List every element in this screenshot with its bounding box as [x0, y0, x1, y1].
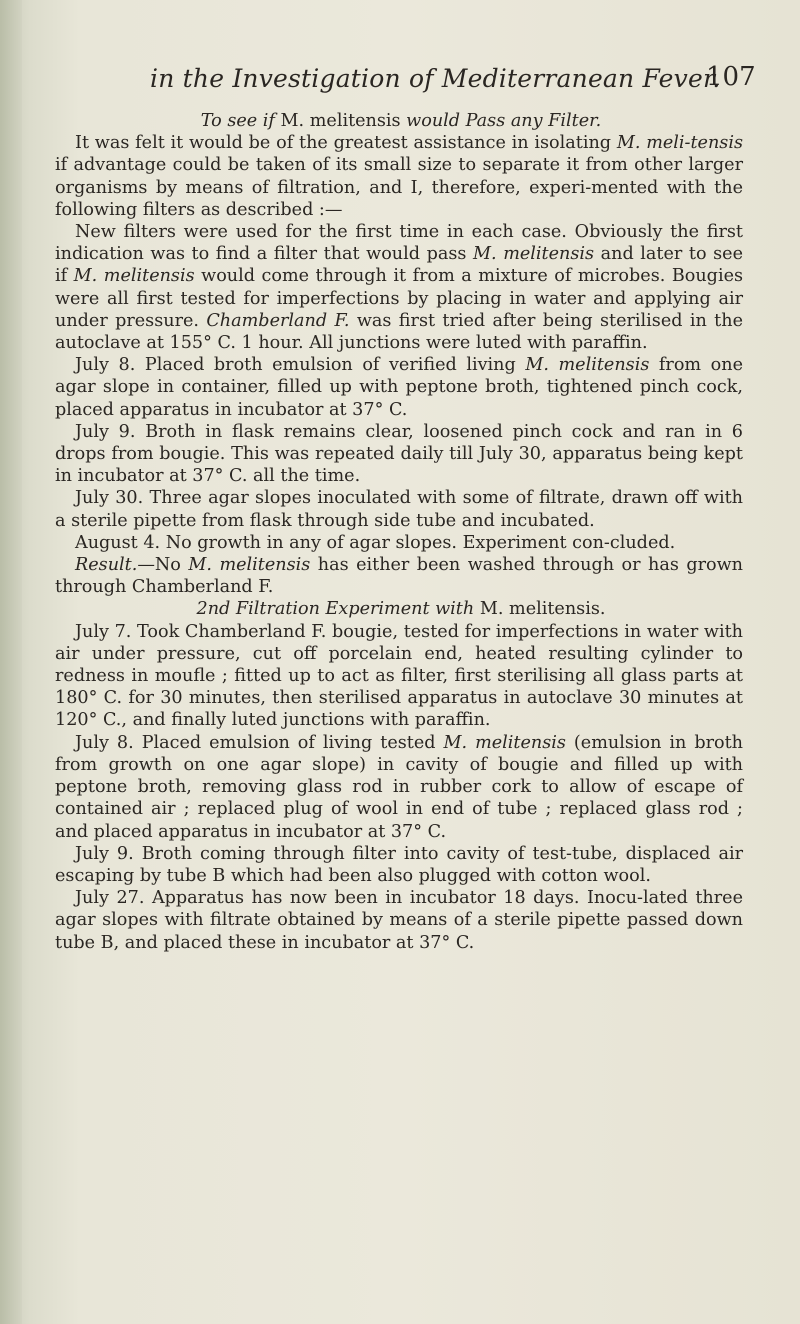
paragraph: July 30. Three agar slopes inoculated with some of filtrate, drawn off with a sterile pipette from flask through side tube and incubated. — [55, 488, 743, 531]
paragraph: July 8. Placed broth emulsion of verified living M. melitensis from one agar slope in container, filled up with peptone broth, tightened pinch cock, placed apparatus in incubator at 37° C. — [55, 355, 743, 420]
paragraph: July 9. Broth in flask remains clear, loosened pinch cock and ran in 6 drops from bougie. This was repeated daily till July 30, apparatus being kept in incubator at 37° C. all the time. — [55, 421, 743, 487]
body-text — [55, 110, 743, 954]
paragraph: New filters were used for the first time in each case. Obviously the first indication was to find a filter that would pass M. melitensis and later to see if M. melitensis would come through it from a mixture of microbes. Bougies were all first tested for imperfections by placing in water and applying air under pressure. Chamberland F. was first tried after being sterilised in the autoclave at 155° C. 1 hour. All junctions were luted with paraffin. — [55, 222, 744, 354]
section-heading-1: To see if M. melitensis would Pass any Filter. — [200, 111, 602, 131]
paragraph: It was felt it would be of the greatest assistance in isolating M. meli-tensis if advantage could be taken of its small size to separate it from other larger organisms by means of filtration, and I, therefore, experi-mented with the following filters as described :— — [55, 133, 743, 220]
paragraph: July 8. Placed emulsion of living tested M. melitensis (emulsion in broth from growth on one agar slope) in cavity of bougie and filled up with peptone broth, removing glass rod in rubber cork to allow of escape of contained air ; replaced plug of wool in end of tube ; replaced glass rod ; and placed apparatus in incubator at 37° C. — [55, 732, 743, 842]
section-heading-2: 2nd Filtration Experiment with M. melitensis. — [196, 599, 606, 620]
running-head: in the Investigation of Mediterranean Fever. — [150, 64, 721, 93]
page-number: 107 — [706, 62, 756, 92]
paragraph: July 7. Took Chamberland F. bougie, tested for imperfections in water with air under pressure, cut off porcelain end, heated resulting cylinder to redness in moufle ; fitted up to act as filter, first sterilising all glass parts at 180° C. for 30 minutes, then sterilised apparatus in autoclave 30 minutes at 120° C., and finally luted junctions with paraffin. — [55, 621, 743, 731]
paragraph: August 4. No growth in any of agar slopes. Experiment con-cluded. — [75, 532, 676, 553]
paragraph: July 9. Broth coming through filter into cavity of test-tube, displaced air escaping by tube B which had been also plugged with cotton wool. — [55, 843, 743, 886]
result-paragraph: Result.—No M. melitensis has either been washed through or has grown through Chamberland F. — [55, 555, 743, 598]
page-spine-shadow — [0, 0, 22, 1324]
paragraph: July 27. Apparatus has now been in incubator 18 days. Inocu-lated three agar slopes with filtrate obtained by means of a sterile pipette passed down tube B, and placed these in incubator at 37° C. — [55, 888, 743, 953]
